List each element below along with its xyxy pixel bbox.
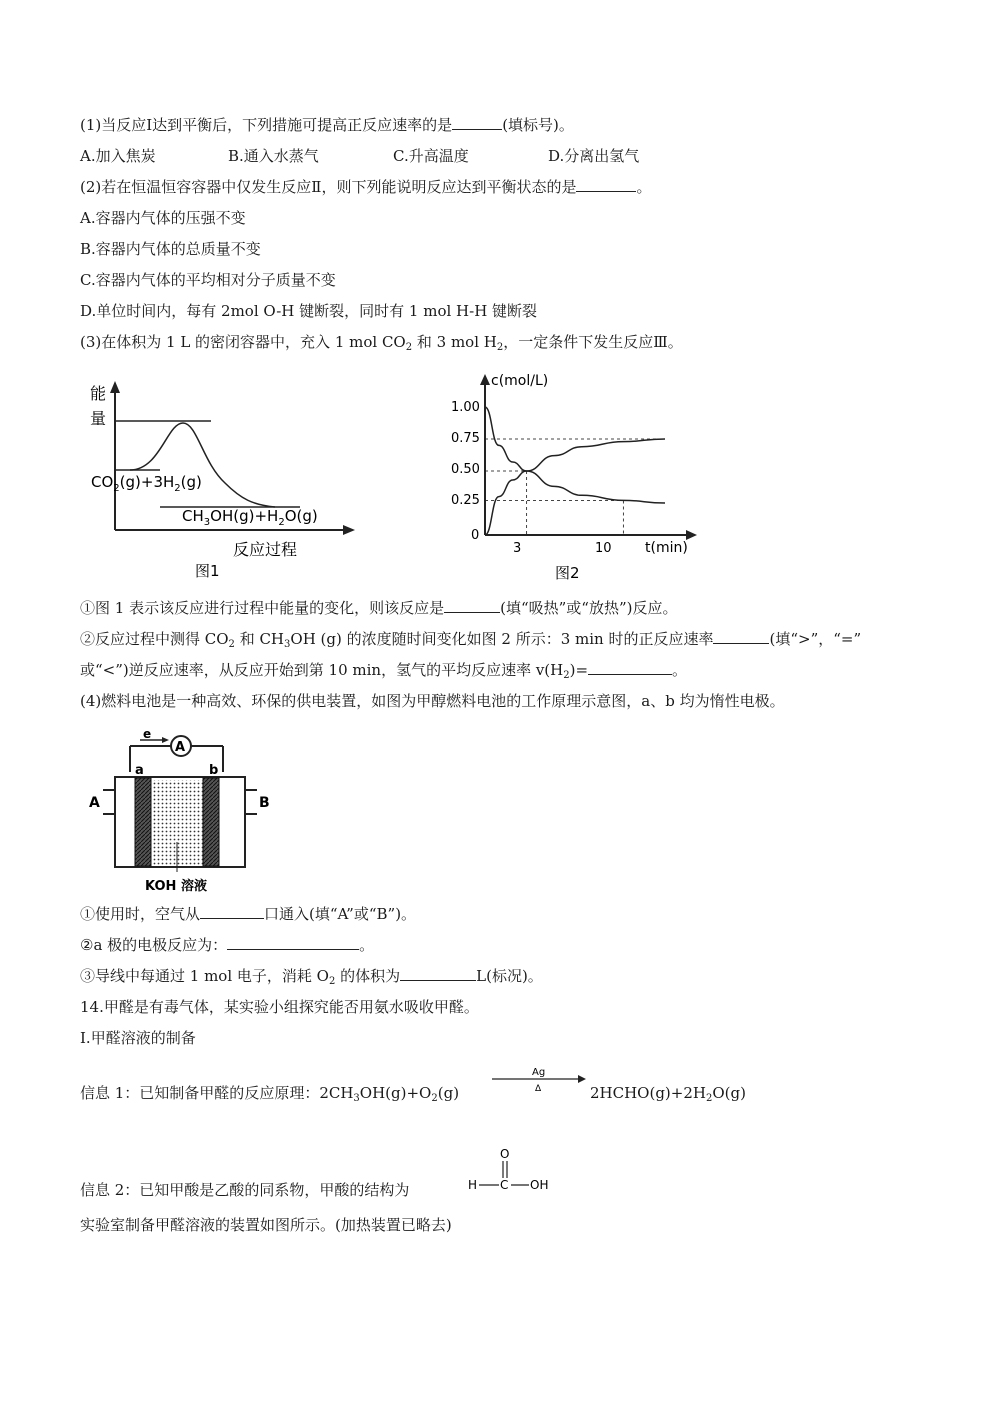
electrolyte-label: KOH 溶液 [145, 879, 207, 894]
q14-setup: 实验室制备甲醛溶液的装置如图所示。(加热装置已略去) [80, 1216, 452, 1234]
q14-title: 14.甲醛是有毒气体，某实验小组探究能否用氨水吸收甲醛。 [80, 998, 479, 1016]
q3-part1 [80, 598, 677, 618]
answer-blank[interactable] [588, 660, 672, 675]
q4-part1-text: ①使用时，空气从 [80, 905, 201, 923]
q3-part2-a: ②反应过程中测得 CO [80, 630, 229, 648]
q3-stem-a: (3)在体积为 1 L 的密闭容器中，充入 1 mol CO [80, 333, 406, 351]
series-line-0 [485, 439, 665, 535]
figure-caption: 图1 [195, 562, 220, 580]
x-axis-arrow [343, 525, 355, 535]
q1-option-c: C.升高温度 [393, 147, 469, 165]
y-axis-label: c(mol/L) [491, 373, 549, 389]
subscript: 2 [496, 342, 504, 353]
q3-part2-b: 和 CH [234, 630, 285, 648]
q1-stem [80, 115, 574, 135]
electrode-b-label: b [209, 763, 219, 778]
q3-part2 [80, 629, 861, 655]
q14-info1-product [590, 1083, 746, 1109]
arrow-head [578, 1075, 586, 1083]
q14-info2: 信息 2：已知甲酸是乙酸的同系物，甲酸的结构为 [80, 1181, 410, 1199]
port-a-label: A [89, 795, 100, 811]
x-tick-label: 3 [513, 541, 522, 556]
q4-part2-tail: 。 [359, 936, 375, 954]
reactant-label: $CO_2(g)+3H_2(g)$ [91, 473, 202, 494]
electron-arrow-head [162, 737, 169, 743]
answer-blank[interactable] [444, 598, 500, 613]
info1-d: 2HCHO(g)+2H [590, 1084, 706, 1102]
y-tick-label: 0.75 [451, 431, 480, 446]
y-tick-label: 0 [471, 528, 480, 543]
fuel-cell-diagram [85, 722, 285, 897]
subscript: 3 [353, 1093, 360, 1104]
q3-stem-c: ，一定条件下发生反应Ⅲ。 [503, 333, 683, 351]
q3-part1-tail: (填“吸热”或“放热”)反应。 [500, 599, 678, 617]
subscript: 2 [228, 639, 235, 650]
q2-stem-text: (2)若在恒温恒容容器中仅发生反应Ⅱ，则下列能说明反应达到平衡状态的是 [80, 178, 577, 196]
subscript: 3 [284, 639, 291, 650]
subscript: 2 [405, 342, 413, 353]
q1-option-d: D.分离出氢气 [548, 147, 640, 165]
q2-stem [80, 177, 651, 197]
answer-blank[interactable] [576, 177, 636, 192]
q4-part1 [80, 904, 416, 924]
answer-blank[interactable] [200, 904, 264, 919]
answer-blank[interactable] [713, 629, 769, 644]
q3-part3-a: 或“<”)逆反应速率，从反应开始到第 10 min，氢气的平均反应速率 v(H [80, 661, 564, 679]
q4-part3 [80, 966, 543, 992]
q4-part1-tail: 口通入(填“A”或“B”)。 [264, 905, 417, 923]
answer-blank[interactable] [227, 935, 359, 950]
q2-stem-tail: 。 [636, 178, 652, 196]
q3-part3 [80, 660, 687, 686]
electrode-a-label: a [135, 763, 144, 778]
series-line-1 [485, 407, 665, 503]
concentration-chart [445, 365, 705, 590]
y-tick-label: 1.00 [451, 400, 480, 415]
catalyst-label: Ag [532, 1067, 546, 1078]
energy-curve [130, 423, 275, 507]
q4-part2 [80, 935, 374, 955]
q4-stem: (4)燃料电池是一种高效、环保的供电装置，如图为甲醇燃料电池的工作原理示意图，a、b 均为惰性电极。 [80, 692, 785, 710]
y-axis-arrow [110, 381, 120, 393]
q2-option-a: A.容器内气体的压强不变 [80, 209, 246, 227]
info1-b: OH(g)+O [359, 1084, 432, 1102]
carbon-atom: C [500, 1178, 509, 1192]
q4-part2-text: ②a 极的电极反应为： [80, 936, 228, 954]
q3-stem-b: 和 3 mol H [412, 333, 497, 351]
oxygen-atom: O [500, 1147, 510, 1161]
q1-option-a: A.加入焦炭 [80, 147, 156, 165]
product-label: $CH_3OH(g)+H_2O(g)$ [182, 507, 318, 528]
y-tick-label: 0.25 [451, 493, 480, 508]
q2-option-c: C.容器内气体的平均相对分子质量不变 [80, 271, 336, 289]
q14-info1 [80, 1083, 459, 1109]
port-b-label: B [259, 795, 270, 811]
subscript: 2 [328, 976, 336, 987]
answer-blank[interactable] [452, 115, 502, 130]
q3-part3-c: 。 [672, 661, 688, 679]
x-axis-label: 反应过程 [233, 540, 298, 559]
q2-option-b: B.容器内气体的总质量不变 [80, 240, 261, 258]
electrode-a [135, 778, 151, 866]
q3-stem [80, 332, 683, 358]
q3-part3-b: )= [569, 661, 589, 679]
q4-part3-a: ③导线中每通过 1 mol 电子，消耗 O [80, 967, 329, 985]
q4-part3-b: 的体积为 [335, 967, 401, 985]
answer-blank[interactable] [400, 966, 476, 981]
q3-part2-d: (填“>”，“=” [769, 630, 862, 648]
x-tick-label: 10 [595, 541, 612, 556]
x-axis-arrow [686, 530, 697, 540]
formic-acid-structure [465, 1145, 560, 1197]
q3-part1-text: ①图 1 表示该反应进行过程中能量的变化，则该反应是 [80, 599, 445, 617]
y-axis-label-1: 能 [90, 384, 107, 403]
electron-label: e [143, 727, 152, 741]
q1-option-b: B.通入水蒸气 [228, 147, 319, 165]
q1-stem-tail: (填标号)。 [502, 116, 574, 134]
hydrogen-atom: H [468, 1178, 478, 1192]
figure-caption: 图2 [555, 564, 580, 582]
info1-c: (g) [437, 1084, 460, 1102]
y-tick-label: 0.50 [451, 462, 480, 477]
electrode-b [203, 778, 219, 866]
subscript: 2 [563, 670, 570, 681]
reaction-arrow [490, 1064, 590, 1096]
info1-e: O(g) [712, 1084, 746, 1102]
q3-part2-c: OH (g) 的浓度随时间变化如图 2 所示：3 min 时的正反应速率 [290, 630, 714, 648]
ammeter-label: A [175, 740, 186, 755]
energy-diagram [85, 375, 365, 590]
y-axis-label-2: 量 [90, 409, 107, 428]
hydroxyl-group: OH [530, 1178, 549, 1192]
x-axis-label: t(min) [645, 540, 688, 556]
y-axis-arrow [480, 374, 490, 385]
heat-label: Δ [535, 1084, 542, 1094]
subscript: 2 [431, 1093, 438, 1104]
q1-stem-text: (1)当反应Ⅰ达到平衡后，下列措施可提高正反应速率的是 [80, 116, 453, 134]
subscript: 2 [705, 1093, 713, 1104]
q2-option-d: D.单位时间内，每有 2mol O-H 键断裂，同时有 1 mol H-H 键断裂 [80, 302, 538, 320]
q14-section-heading: Ⅰ.甲醛溶液的制备 [80, 1029, 196, 1047]
q4-part3-c: L(标况)。 [476, 967, 543, 985]
info1-a: 信息 1：已知制备甲醛的反应原理：2CH [80, 1084, 354, 1102]
